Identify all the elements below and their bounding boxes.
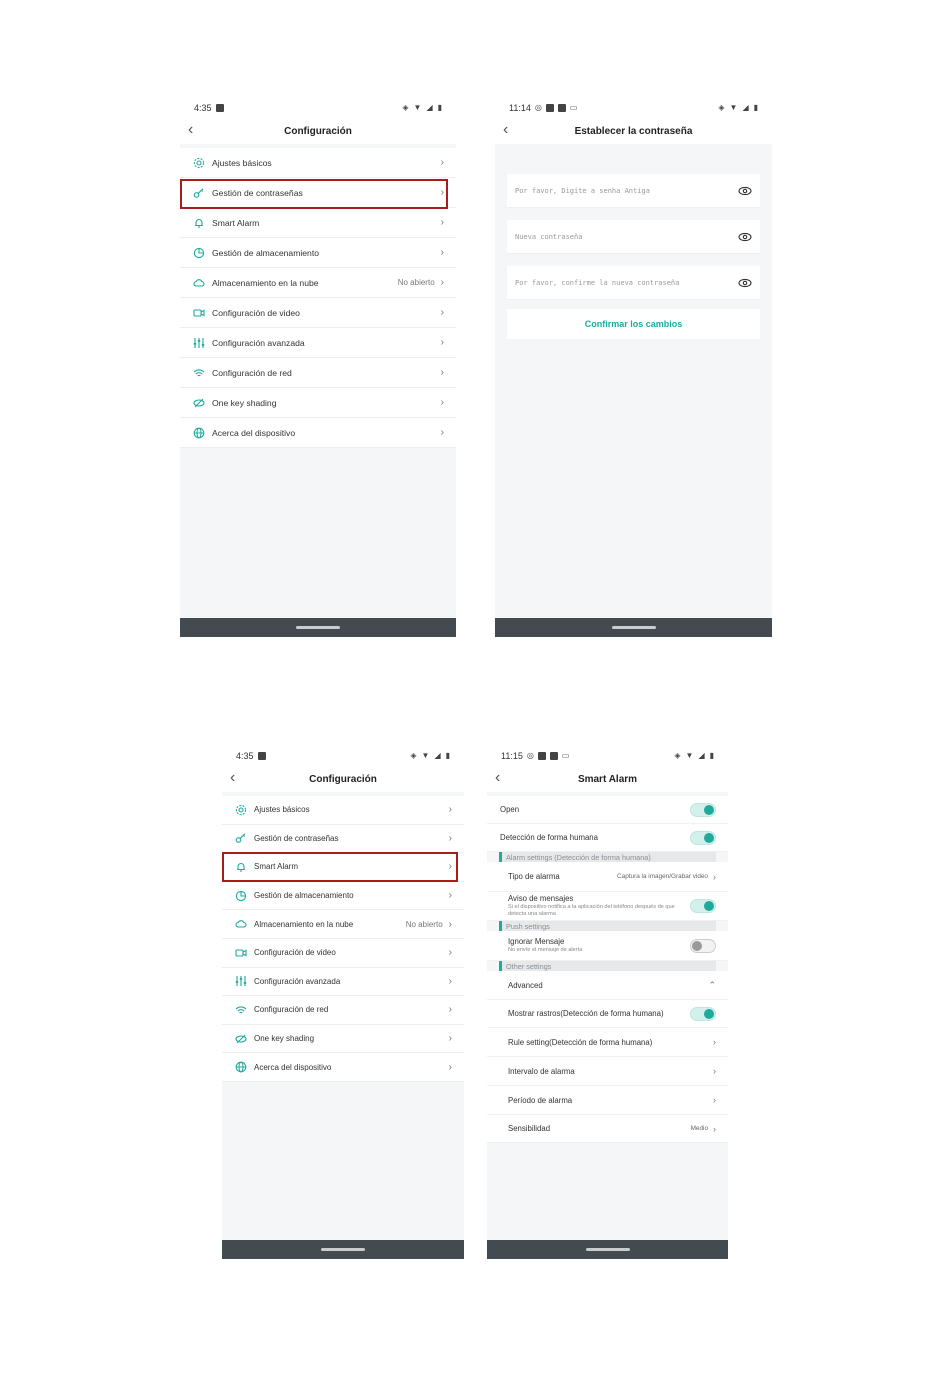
whatsapp-icon: ◎ xyxy=(526,751,534,760)
settings-list xyxy=(222,796,464,1082)
eye-off-icon xyxy=(192,396,206,410)
settings-item-wifi[interactable] xyxy=(180,358,456,388)
settings-item-value: No abierto xyxy=(405,919,443,929)
rule-setting-label: Rule setting(Detección de forma humana) xyxy=(508,1037,653,1047)
chevron-right-icon: › xyxy=(440,307,444,318)
status-bar xyxy=(495,98,772,118)
settings-item-key[interactable] xyxy=(222,825,464,854)
home-indicator[interactable] xyxy=(321,1248,365,1251)
open-toggle[interactable] xyxy=(690,803,716,817)
panel-config-passwords xyxy=(180,98,456,637)
settings-item-label: Gestión de almacenamiento xyxy=(254,891,354,901)
status-bar xyxy=(487,746,728,766)
chevron-right-icon: › xyxy=(448,861,452,873)
alarm-type-label: Tipo de alarma xyxy=(508,872,560,881)
message-notice-row xyxy=(487,892,728,921)
confirm-changes-button[interactable]: Confirmar los cambios xyxy=(507,309,760,339)
settings-item-label: Acerca del dispositivo xyxy=(254,1062,332,1072)
settings-item-label: Configuración avanzada xyxy=(254,976,341,986)
settings-item-label: Almacenamiento en la nube xyxy=(212,277,319,288)
sensitivity-label: Sensibilidad xyxy=(508,1124,551,1133)
wifi-signal-icon: ▼ xyxy=(413,103,422,112)
chevron-right-icon: › xyxy=(713,1066,716,1076)
page-title: Establecer la contraseña xyxy=(574,125,693,137)
bell-icon xyxy=(192,216,206,230)
gear-icon xyxy=(192,156,206,170)
message-notice-label: Aviso de mensajes xyxy=(508,894,574,904)
alarm-interval-row[interactable] xyxy=(487,1057,728,1086)
settings-item-label: Configuración de red xyxy=(254,1005,329,1015)
alarm-interval-label: Intervalo de alarma xyxy=(508,1066,575,1076)
chevron-right-icon: › xyxy=(448,947,452,959)
vibrate-icon: ◈ xyxy=(402,103,409,112)
settings-item-storage[interactable] xyxy=(180,238,456,268)
home-indicator[interactable] xyxy=(586,1248,630,1251)
wifi-icon xyxy=(192,366,206,380)
sensitivity-value: Medio xyxy=(690,1125,708,1132)
chevron-right-icon: › xyxy=(440,187,444,198)
advanced-label: Advanced xyxy=(508,980,543,990)
notification-icon xyxy=(550,752,558,760)
show-traces-row xyxy=(487,1000,728,1028)
human-detection-label: Detección de forma humana xyxy=(500,833,598,842)
chevron-right-icon: › xyxy=(713,1095,716,1105)
chevron-right-icon: › xyxy=(448,890,452,902)
settings-item-label: Gestión de almacenamiento xyxy=(212,247,320,258)
vibrate-icon: ◈ xyxy=(410,751,417,760)
eye-icon[interactable] xyxy=(738,232,752,242)
human-detection-toggle[interactable] xyxy=(690,831,716,845)
settings-item-video[interactable] xyxy=(180,298,456,328)
section-header-push: Push settings xyxy=(499,921,716,931)
settings-item-gear[interactable] xyxy=(222,796,464,825)
chevron-right-icon: › xyxy=(440,367,444,378)
chevron-right-icon: › xyxy=(713,1037,716,1047)
show-traces-toggle[interactable] xyxy=(690,1007,716,1021)
settings-item-label: Smart Alarm xyxy=(212,217,260,228)
chevron-right-icon: › xyxy=(440,397,444,408)
settings-item-bell[interactable] xyxy=(222,853,464,882)
settings-item-label: Configuración de video xyxy=(212,307,300,318)
chevron-right-icon: › xyxy=(440,427,444,438)
clock: 4:35 xyxy=(236,751,254,761)
status-bar xyxy=(180,98,456,118)
notification-icon xyxy=(546,104,554,112)
page-title: Configuración xyxy=(284,125,352,137)
chevron-right-icon: › xyxy=(448,1061,452,1073)
key-icon xyxy=(234,831,248,845)
eye-icon[interactable] xyxy=(738,278,752,288)
show-traces-label: Mostrar rastros(Detección de forma humana) xyxy=(508,1009,664,1018)
sensitivity-row[interactable] xyxy=(487,1115,728,1143)
back-icon[interactable]: ‹ xyxy=(230,769,236,786)
clock: 11:14 xyxy=(509,103,531,113)
confirm-password-field[interactable] xyxy=(507,266,760,300)
wifi-icon xyxy=(234,1003,248,1017)
settings-item-globe[interactable] xyxy=(180,418,456,448)
sliders-icon xyxy=(192,336,206,350)
vibrate-icon: ◈ xyxy=(718,103,725,112)
eye-icon[interactable] xyxy=(738,186,752,196)
back-icon[interactable]: ‹ xyxy=(188,121,194,138)
clock: 11:15 xyxy=(501,751,523,761)
battery-icon: ▮ xyxy=(709,751,714,760)
gear-icon xyxy=(234,803,248,817)
title-bar xyxy=(487,766,728,792)
settings-item-eye-off[interactable] xyxy=(222,1025,464,1054)
settings-item-video[interactable] xyxy=(222,939,464,968)
cloud-icon xyxy=(234,917,248,931)
sliders-icon xyxy=(234,974,248,988)
ignore-message-toggle[interactable] xyxy=(690,939,716,953)
human-detection-row xyxy=(487,824,728,852)
battery-icon: ▮ xyxy=(445,751,450,760)
video-icon xyxy=(192,306,206,320)
message-notice-toggle[interactable] xyxy=(690,899,716,913)
notification-icon xyxy=(558,104,566,112)
page-title: Configuración xyxy=(309,773,377,785)
ignore-message-description: No envíe el mensaje de alerta xyxy=(508,947,583,953)
chevron-right-icon: › xyxy=(448,975,452,987)
settings-item-wifi[interactable] xyxy=(222,996,464,1025)
chevron-right-icon: › xyxy=(448,832,452,844)
settings-item-cloud[interactable] xyxy=(180,268,456,298)
settings-item-label: Acerca del dispositivo xyxy=(212,427,296,438)
settings-item-globe[interactable] xyxy=(222,1053,464,1082)
settings-item-bell[interactable] xyxy=(180,208,456,238)
settings-item-cloud[interactable] xyxy=(222,910,464,939)
open-label: Open xyxy=(500,805,520,814)
section-header-other: Other settings xyxy=(499,961,716,971)
message-notice-description: Si el dispositivo notifica a la aplicación del teléfono después de que detecta una alarma xyxy=(508,904,675,917)
bell-icon xyxy=(234,860,248,874)
chevron-right-icon: › xyxy=(440,247,444,258)
storage-icon xyxy=(234,889,248,903)
chevron-right-icon: › xyxy=(713,871,716,882)
alarm-type-row[interactable] xyxy=(487,862,728,892)
settings-item-label: Configuración de red xyxy=(212,367,292,378)
laptop-icon: ▭ xyxy=(569,103,578,112)
settings-item-eye-off[interactable] xyxy=(180,388,456,418)
page-title: Smart Alarm xyxy=(577,773,638,785)
alarm-period-row[interactable] xyxy=(487,1086,728,1115)
ignore-message-label: Ignorar Mensaje xyxy=(508,937,565,946)
vibrate-icon: ◈ xyxy=(674,751,681,760)
wifi-signal-icon: ▼ xyxy=(729,103,738,112)
video-icon xyxy=(234,946,248,960)
eye-off-icon xyxy=(234,1032,248,1046)
home-indicator[interactable] xyxy=(612,626,656,629)
title-bar xyxy=(180,118,456,144)
settings-item-label: Ajustes básicos xyxy=(212,157,272,168)
cloud-icon xyxy=(192,276,206,290)
system-nav-bar xyxy=(487,1240,728,1259)
panel-set-password xyxy=(495,98,772,637)
chevron-right-icon: › xyxy=(440,337,444,348)
back-icon[interactable]: ‹ xyxy=(495,769,501,786)
key-icon xyxy=(192,186,206,200)
settings-item-sliders[interactable] xyxy=(222,968,464,997)
old-password-field[interactable] xyxy=(507,174,760,208)
new-password-placeholder: Nueva contraseña xyxy=(515,232,583,241)
system-nav-bar xyxy=(495,618,772,637)
notification-icon xyxy=(258,752,266,760)
settings-item-label: Gestión de contraseñas xyxy=(212,187,303,198)
settings-item-storage[interactable] xyxy=(222,882,464,911)
panel-config-smart-alarm xyxy=(222,746,464,1259)
chevron-right-icon: › xyxy=(448,804,452,816)
settings-item-label: Gestión de contraseñas xyxy=(254,833,339,843)
settings-item-label: One key shading xyxy=(212,397,277,408)
battery-icon: ▮ xyxy=(437,103,442,112)
settings-item-label: Almacenamiento en la nube xyxy=(254,919,354,929)
panel-smart-alarm xyxy=(487,746,728,1259)
section-header-alarm: Alarm settings (Detección de forma humana) xyxy=(499,852,716,862)
clock: 4:35 xyxy=(194,103,212,113)
status-bar xyxy=(222,746,464,766)
chevron-up-icon: ⌃ xyxy=(708,979,716,990)
settings-item-label: Smart Alarm xyxy=(254,862,299,872)
wifi-signal-icon: ▼ xyxy=(685,751,694,760)
chevron-right-icon: › xyxy=(448,1033,452,1045)
alarm-period-label: Período de alarma xyxy=(508,1095,573,1105)
cell-signal-icon: ◢ xyxy=(742,103,749,112)
system-nav-bar xyxy=(222,1240,464,1259)
settings-list xyxy=(180,148,456,448)
settings-item-key[interactable] xyxy=(180,178,456,208)
old-password-placeholder: Por favor, Digite a senha Antiga xyxy=(515,186,650,195)
title-bar xyxy=(222,766,464,792)
cell-signal-icon: ◢ xyxy=(426,103,433,112)
chevron-right-icon: › xyxy=(440,157,444,168)
storage-icon xyxy=(192,246,206,260)
settings-item-sliders[interactable] xyxy=(180,328,456,358)
settings-item-gear[interactable] xyxy=(180,148,456,178)
globe-icon xyxy=(234,1060,248,1074)
laptop-icon: ▭ xyxy=(561,751,570,760)
whatsapp-icon: ◎ xyxy=(534,103,542,112)
chevron-right-icon: › xyxy=(440,277,444,288)
alarm-type-value: Captura la imagen/Grabar video xyxy=(617,873,708,880)
chevron-right-icon: › xyxy=(440,217,444,228)
cell-signal-icon: ◢ xyxy=(698,751,705,760)
smart-alarm-settings xyxy=(487,796,728,1143)
cell-signal-icon: ◢ xyxy=(434,751,441,760)
confirm-password-placeholder: Por favor, confirme la nueva contraseña xyxy=(515,278,680,287)
battery-icon: ▮ xyxy=(753,103,758,112)
home-indicator[interactable] xyxy=(296,626,340,629)
wifi-signal-icon: ▼ xyxy=(421,751,430,760)
system-nav-bar xyxy=(180,618,456,637)
globe-icon xyxy=(192,426,206,440)
settings-item-label: One key shading xyxy=(254,1034,315,1044)
chevron-right-icon: › xyxy=(448,1004,452,1016)
settings-item-label: Configuración de video xyxy=(254,948,336,958)
notification-icon xyxy=(538,752,546,760)
title-bar xyxy=(495,118,772,144)
advanced-row[interactable] xyxy=(487,971,728,1000)
back-icon[interactable]: ‹ xyxy=(503,121,509,138)
notification-icon xyxy=(216,104,224,112)
settings-item-label: Ajustes básicos xyxy=(254,805,310,815)
settings-item-label: Configuración avanzada xyxy=(212,337,305,348)
chevron-right-icon: › xyxy=(713,1123,716,1134)
open-row xyxy=(487,796,728,824)
ignore-message-row xyxy=(487,931,728,961)
settings-item-value: No abierto xyxy=(397,278,435,287)
rule-setting-row[interactable] xyxy=(487,1028,728,1057)
new-password-field[interactable] xyxy=(507,220,760,254)
chevron-right-icon: › xyxy=(448,918,452,930)
